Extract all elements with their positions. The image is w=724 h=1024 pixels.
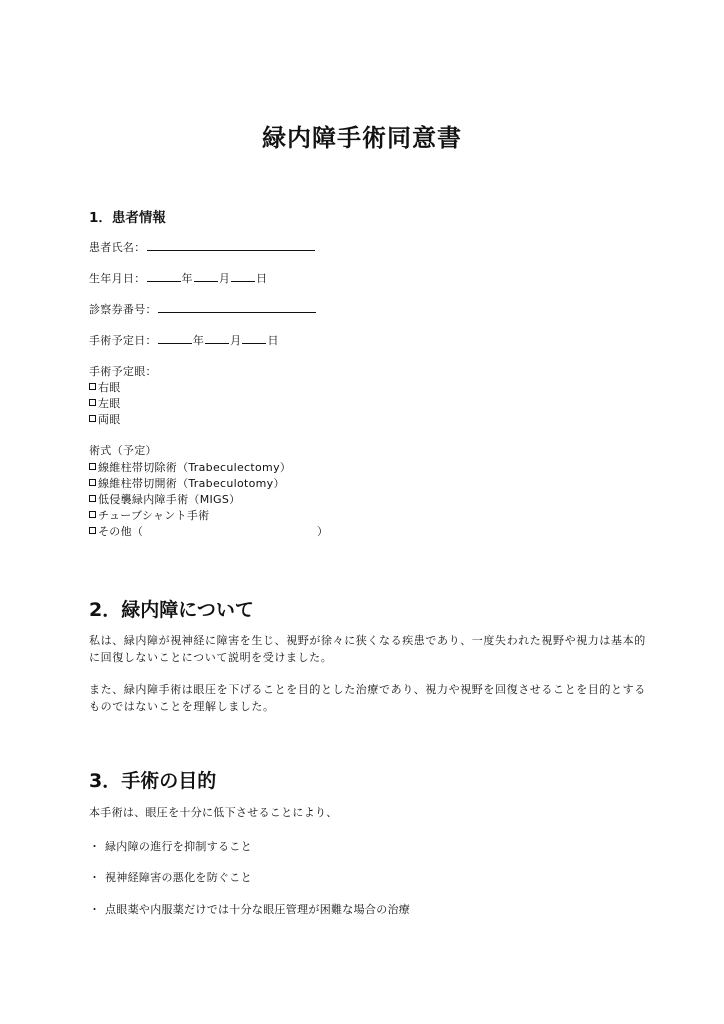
document-title: 緑内障手術同意書	[262, 124, 462, 152]
eye-option-left[interactable]	[89, 395, 121, 411]
list-item	[89, 901, 410, 917]
eye-option-label: 左眼	[98, 397, 121, 410]
patient-name-label: 患者氏名：	[89, 241, 146, 254]
dob-label: 生年月日：	[89, 272, 146, 285]
dob-year-field[interactable]	[147, 270, 181, 282]
eye-option-label: 右眼	[98, 381, 121, 394]
list-item-text: 緑内障の進行を抑制すること	[105, 840, 252, 853]
checkbox-icon[interactable]	[89, 399, 96, 406]
eye-option-right[interactable]	[89, 379, 121, 395]
dob-month-unit: 月	[218, 272, 231, 285]
section1-heading: 1．患者情報	[89, 210, 166, 226]
procedure-option-label: 線維柱帯切除術（Trabeculectomy）	[98, 461, 292, 474]
surgery-month-field[interactable]	[205, 332, 229, 344]
list-item-text: 視神経障害の悪化を防ぐこと	[105, 871, 252, 884]
bullet-mark: ・	[89, 903, 101, 916]
section3-heading: 3．手術の目的	[89, 770, 217, 792]
procedure-other-close: ）	[317, 525, 329, 538]
checkbox-icon[interactable]	[89, 511, 96, 518]
section2-paragraph-1: 私は、緑内障が視神経に障害を生じ、視野が徐々に狭くなる疾患であり、一度失われた視野や視力は基本的に回復しないことについて説明を受けました。	[89, 634, 646, 664]
dob-month-field[interactable]	[194, 270, 218, 282]
dob-day-unit: 日	[256, 272, 268, 285]
procedure-option-label: 低侵襲緑内障手術（MIGS）	[98, 493, 241, 506]
eye-label: 手術予定眼：	[89, 365, 157, 378]
procedure-option-tube-shunt[interactable]	[89, 507, 209, 523]
procedure-option-label: 線維柱帯切開術（Trabeculotomy）	[98, 477, 285, 490]
patient-name-row	[89, 239, 316, 255]
surgery-year-unit: 年	[192, 334, 205, 347]
procedure-option-other[interactable]	[89, 523, 329, 539]
section2-paragraph-2: また、緑内障手術は眼圧を下げることを目的とした治療であり、視力や視野を回復させることを目的とするものではないことを理解しました。	[89, 683, 646, 713]
procedure-option-label: チューブシャント手術	[98, 509, 210, 522]
procedure-option-migs[interactable]	[89, 491, 240, 507]
section2-heading: 2．緑内障について	[89, 599, 254, 621]
checkbox-icon[interactable]	[89, 479, 96, 486]
dob-year-unit: 年	[181, 272, 193, 285]
checkbox-icon[interactable]	[89, 495, 96, 502]
list-item-text: 点眼薬や内服薬だけでは十分な眼圧管理が困難な場合の治療	[105, 903, 411, 916]
card-number-label: 診察券番号：	[89, 303, 157, 316]
eye-option-both[interactable]	[89, 411, 121, 427]
bullet-mark: ・	[89, 840, 101, 853]
section3-intro: 本手術は、眼圧を十分に低下させることにより、	[89, 806, 338, 819]
checkbox-icon[interactable]	[89, 415, 96, 422]
checkbox-icon[interactable]	[89, 383, 96, 390]
procedure-option-trabeculectomy[interactable]	[89, 459, 291, 475]
surgery-date-row	[89, 332, 279, 348]
dob-day-field[interactable]	[231, 270, 255, 282]
patient-name-field[interactable]	[147, 239, 315, 251]
procedure-other-label: その他（	[98, 525, 144, 538]
checkbox-icon[interactable]	[89, 463, 96, 470]
surgery-month-unit: 月	[230, 334, 242, 347]
procedure-option-trabeculotomy[interactable]	[89, 475, 285, 491]
surgery-date-label: 手術予定日：	[89, 334, 157, 347]
eye-option-label: 両眼	[98, 413, 121, 426]
list-item	[89, 869, 252, 885]
surgery-day-field[interactable]	[242, 332, 266, 344]
bullet-mark: ・	[89, 871, 101, 884]
list-item	[89, 838, 252, 854]
card-number-row	[89, 301, 317, 317]
surgery-year-field[interactable]	[158, 332, 192, 344]
surgery-day-unit: 日	[267, 334, 279, 347]
checkbox-icon[interactable]	[89, 527, 96, 534]
dob-row	[89, 270, 267, 286]
card-number-field[interactable]	[158, 301, 316, 313]
procedure-label: 術式（予定）	[89, 444, 157, 457]
